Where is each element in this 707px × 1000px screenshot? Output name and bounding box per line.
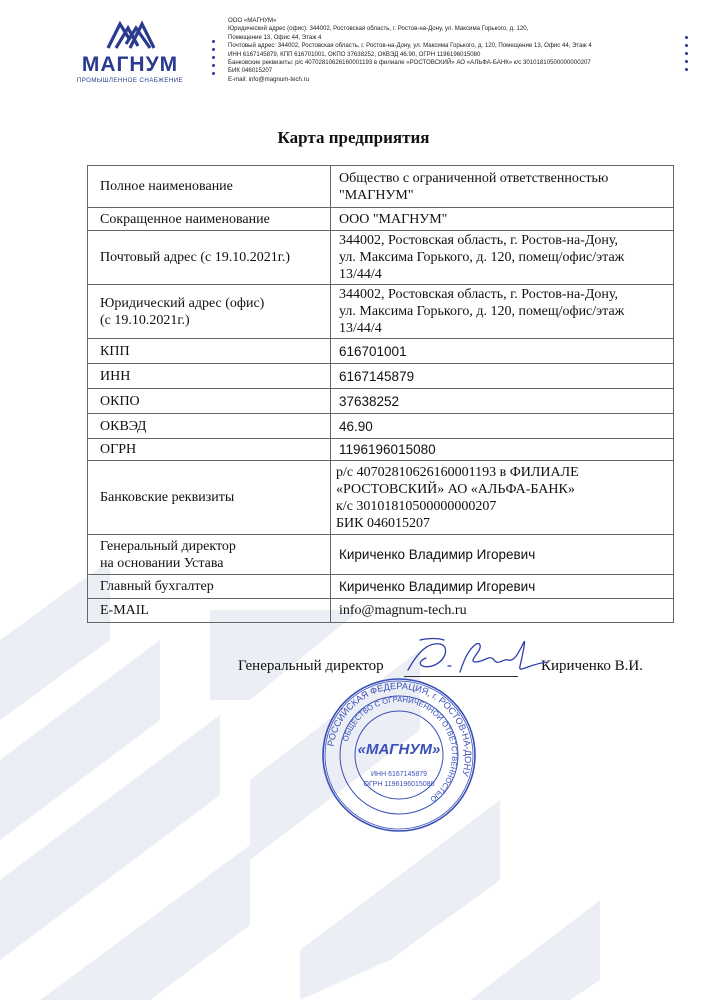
- row-value: 616701001: [331, 339, 674, 364]
- table-row: [88, 208, 674, 231]
- company-logo: [70, 16, 190, 88]
- row-label: ОКВЭД: [88, 414, 331, 439]
- row-value: Кириченко Владимир Игоревич: [331, 535, 674, 575]
- row-value: Кириченко Владимир Игоревич: [331, 575, 674, 599]
- header-line: Банковские реквизиты: р/с 40702810626160001193 в филиале «РОСТОВСКИЙ» АО «АЛЬФА-БАНК» к/с 30101810500000000207: [228, 59, 591, 67]
- row-label: Генеральный директор на основании Устава: [88, 535, 331, 575]
- dots-right-icon: [685, 36, 689, 76]
- header-line: Юридический адрес (офис): 344002, Ростовская область, г. Ростов-на-Дону, ул. Максима Горького, д. 120,: [228, 25, 529, 33]
- header-line: ИНН 6167145879, КПП 616701001, ОКПО 37638252, ОКВЭД 46.90, ОГРН 1196196015080: [228, 50, 481, 58]
- row-label: КПП: [88, 339, 331, 364]
- row-label: Полное наименование: [88, 166, 331, 208]
- row-value: ООО "МАГНУМ": [331, 208, 674, 231]
- stamp-inner-text: ОБЩЕСТВО С ОГРАНИЧЕННОЙ ОТВЕТСТВЕННОСТЬЮ: [340, 694, 460, 804]
- logo-subtitle: ПРОМЫШЛЕННОЕ СНАБЖЕНИЕ: [76, 77, 184, 84]
- row-label: ОГРН: [88, 439, 331, 461]
- row-label: E-MAIL: [88, 599, 331, 623]
- stamp-inn-text: ИНН 6167145879: [370, 771, 428, 778]
- row-label: ОКПО: [88, 389, 331, 414]
- table-row: [88, 166, 674, 208]
- table-row: [88, 575, 674, 599]
- row-value: 6167145879: [331, 364, 674, 389]
- table-row: [88, 389, 674, 414]
- letterhead: [0, 0, 707, 95]
- dots-left-icon: [212, 40, 216, 80]
- signature-position: Генеральный директор: [238, 658, 384, 674]
- logo-mark-icon: [70, 16, 190, 56]
- row-value: р/с 40702810626160001193 в ФИЛИАЛЕ «РОСТОВСКИЙ» АО «АЛЬФА-БАНК» к/с 30101810500000000207 БИК 046015207: [331, 461, 674, 535]
- row-label: Банковские реквизиты: [88, 461, 331, 535]
- table-row: [88, 414, 674, 439]
- row-value: 37638252: [331, 389, 674, 414]
- row-label: Почтовый адрес (с 19.10.2021г.): [88, 231, 331, 285]
- row-label: Главный бухгалтер: [88, 575, 331, 599]
- page-title: Карта предприятия: [277, 128, 430, 147]
- table-row: [88, 599, 674, 623]
- header-line: БИК 046015207: [228, 67, 273, 75]
- row-value: 344002, Ростовская область, г. Ростов-на-Дону, ул. Максима Горького, д. 120, помещ/офис/этаж 13/44/4: [331, 285, 674, 339]
- table-row: [88, 285, 674, 339]
- stamp-ogrn-text: ОГРН 1196196015080: [363, 781, 435, 788]
- table-row: [88, 364, 674, 389]
- table-row: [88, 439, 674, 461]
- row-value: info@magnum-tech.ru: [331, 599, 674, 623]
- row-value: 46.90: [331, 414, 674, 439]
- row-label: Сокращенное наименование: [88, 208, 331, 231]
- header-line: E-mail: info@magnum-tech.ru: [228, 75, 310, 83]
- stamp-center-text: «МАГНУМ»: [357, 741, 441, 758]
- table-row: [88, 461, 674, 535]
- row-label: Юридический адрес (офис) (с 19.10.2021г.): [88, 285, 331, 339]
- company-stamp: [320, 676, 478, 834]
- table-row: [88, 535, 674, 575]
- stamp-outer-text: РОССИЙСКАЯ ФЕДЕРАЦИЯ, г. РОСТОВ-НА-ДОНУ: [325, 680, 474, 778]
- row-value: Общество с ограниченной ответственностью "МАГНУМ": [331, 166, 674, 208]
- handwritten-signature: [398, 632, 558, 682]
- signature-name: Кириченко В.И.: [541, 658, 643, 674]
- table-row: [88, 339, 674, 364]
- header-line: Помещение 13, Офис 44, Этаж 4: [228, 33, 322, 41]
- row-value: 344002, Ростовская область, г. Ростов-на-Дону, ул. Максима Горького, д. 120, помещ/офис/этаж 13/44/4: [331, 231, 674, 285]
- header-line: Почтовый адрес: 344002, Ростовская область, г. Ростов-на-Дону, ул. Максима Горького, д. 120, Помещение 13, Офис 44, Этаж 4: [228, 42, 592, 50]
- header-line: ООО «МАГНУМ»: [228, 17, 277, 24]
- row-value: 1196196015080: [331, 439, 674, 461]
- table-row: [88, 231, 674, 285]
- company-card-table: [87, 165, 674, 623]
- logo-text: МАГНУМ: [81, 53, 179, 76]
- row-label: ИНН: [88, 364, 331, 389]
- company-requisites-header: [228, 17, 678, 84]
